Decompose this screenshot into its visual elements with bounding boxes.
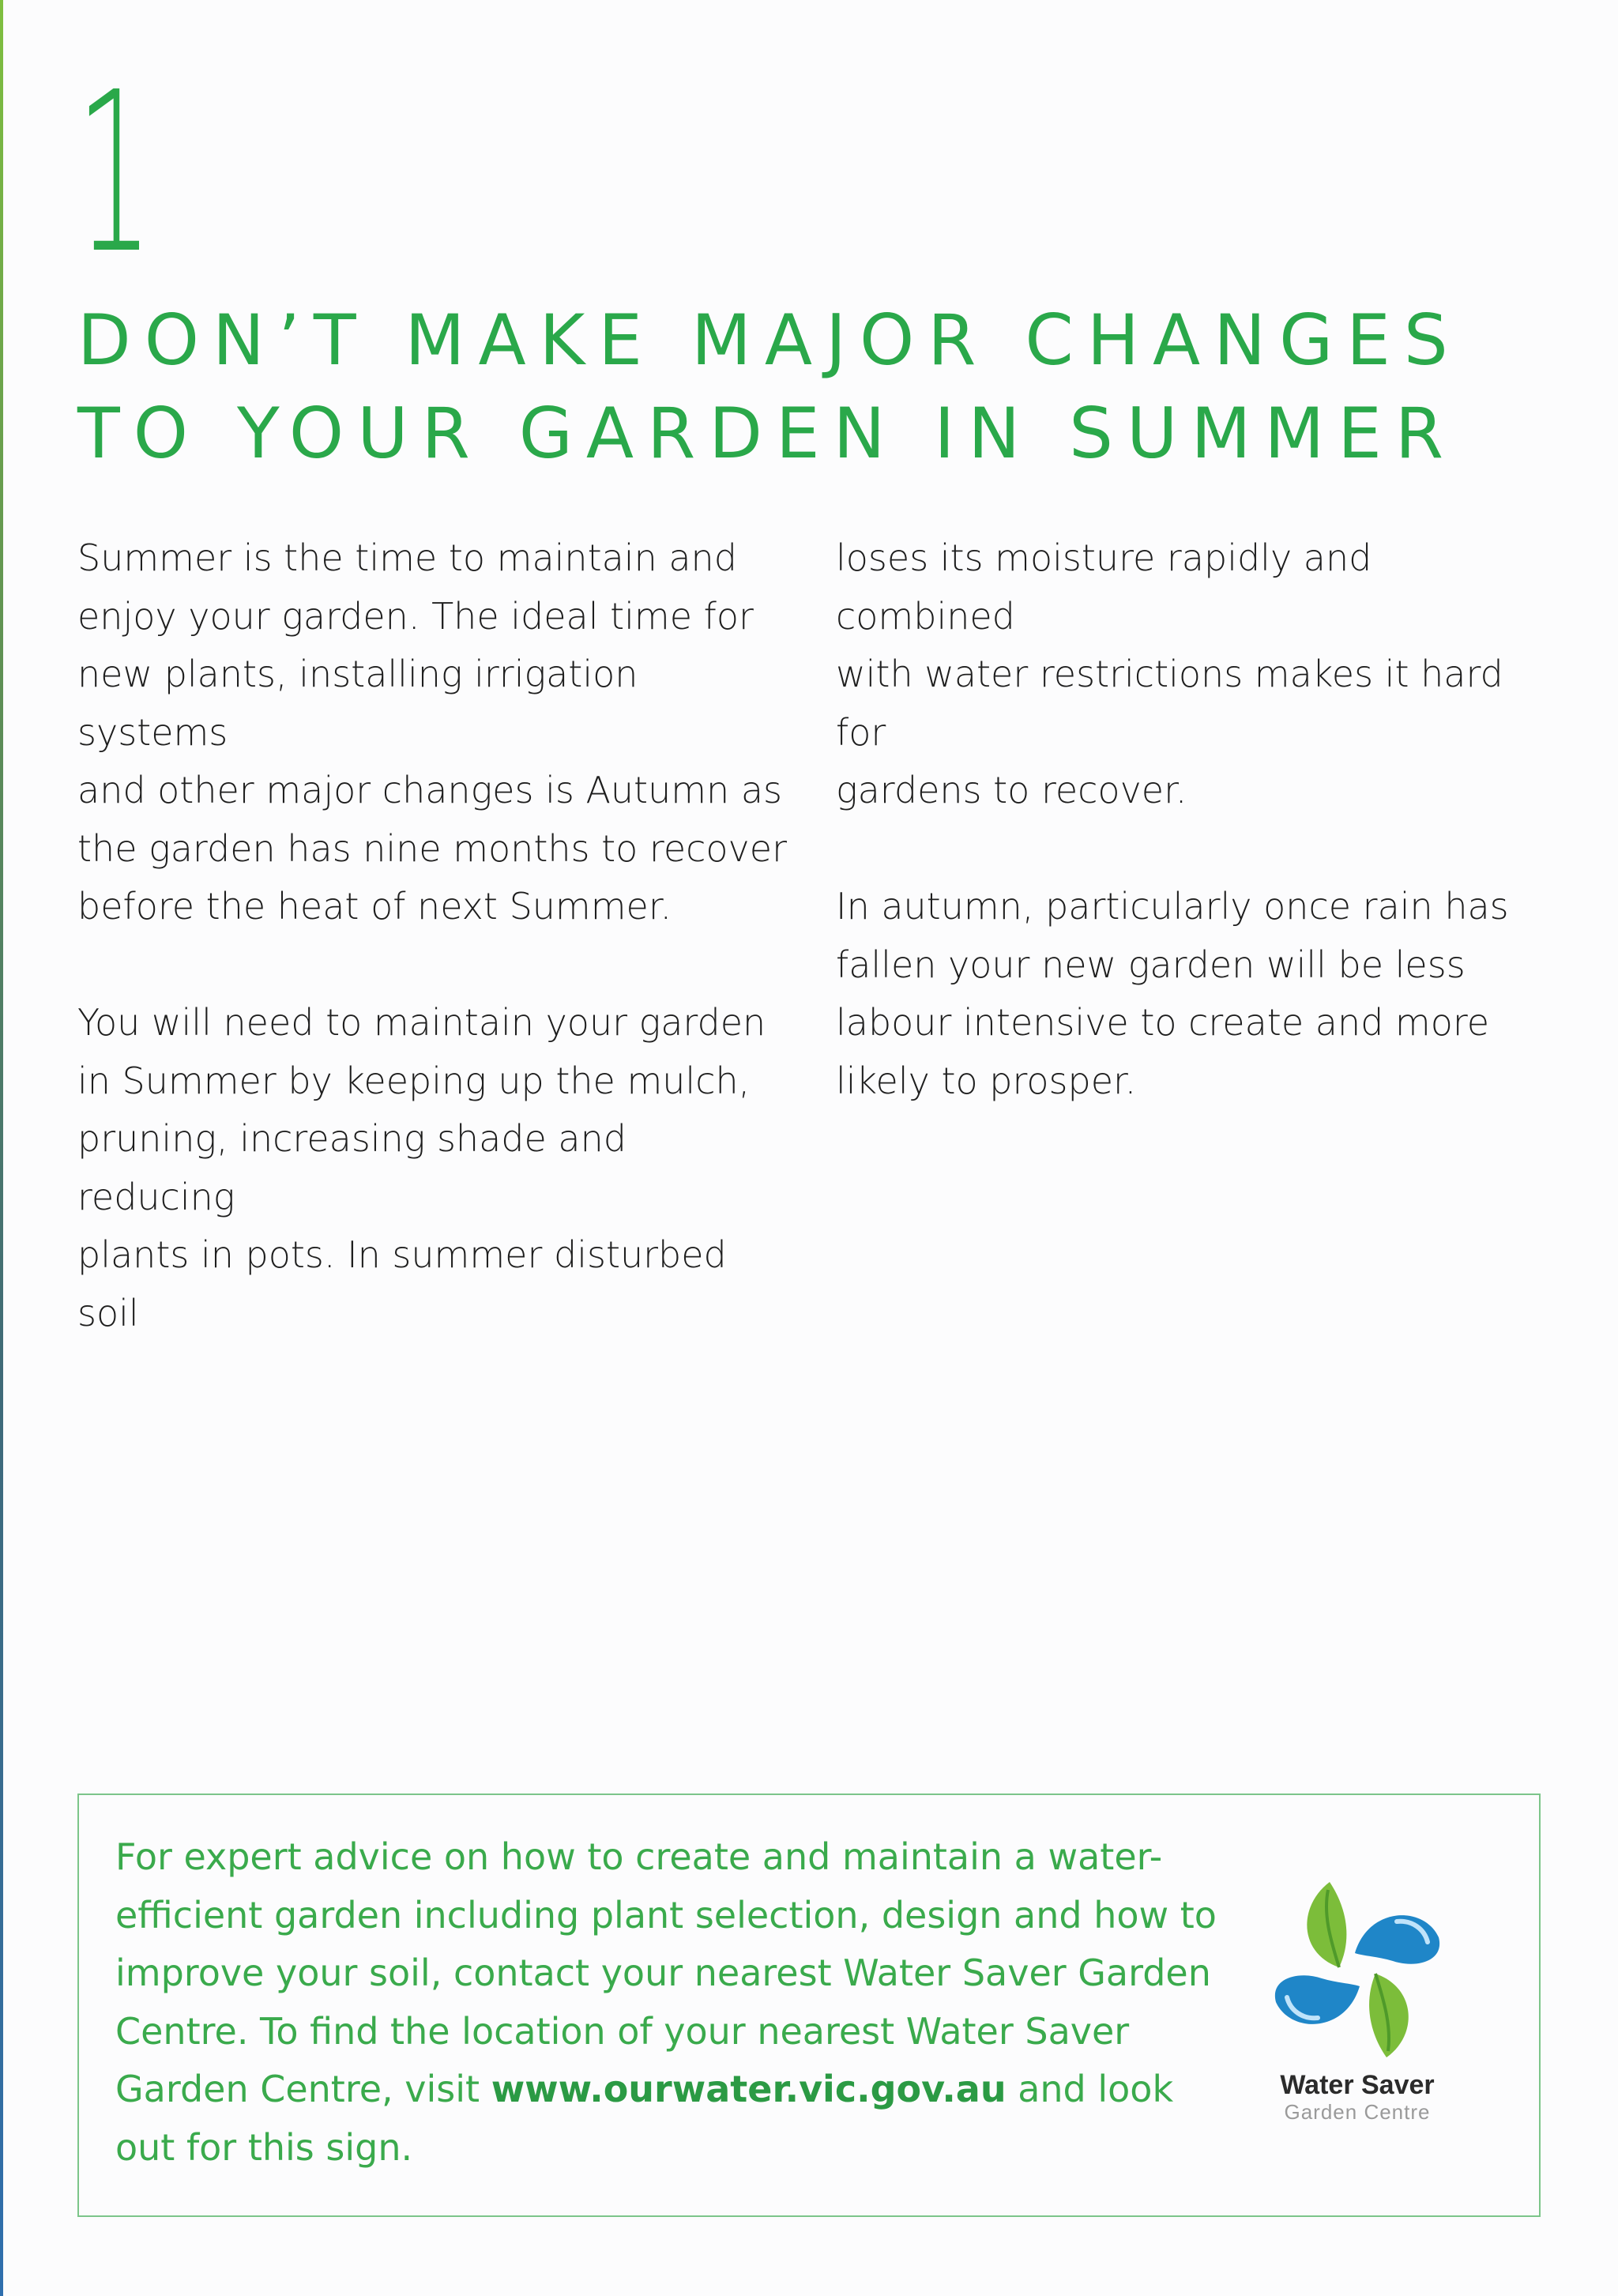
heading-line-2: TO YOUR GARDEN IN SUMMER xyxy=(77,393,1458,474)
body-paragraph: Summer is the time to maintain and enjoy your garden. The ideal time for new plants, installing irrigation systems and other major changes is Autumn as the garden has nine months to recover before the heat of next Summer. xyxy=(77,536,787,928)
logo-subtitle: Garden Centre xyxy=(1284,2100,1431,2124)
water-saver-pinwheel-icon xyxy=(1266,1874,1448,2064)
ourwater-link[interactable]: www.ourwater.vic.gov.au xyxy=(491,2068,1007,2110)
page-edge-bar xyxy=(0,0,3,2296)
water-saver-logo xyxy=(1239,1874,1476,2159)
page-heading xyxy=(77,294,1563,480)
section-number: 1 xyxy=(76,45,153,303)
logo-title: Water Saver xyxy=(1280,2070,1435,2100)
body-column-left xyxy=(77,529,788,1401)
body-paragraph: You will need to maintain your garden in Summer by keeping up the mulch, pruning, increasing shade and reducing plants in pots. In summer disturbed soil xyxy=(77,1001,766,1334)
body-column-right xyxy=(836,529,1547,1169)
advice-text-outro: and look out for this sign. xyxy=(115,2068,1174,2169)
body-paragraph: In autumn, particularly once rain has fallen your new garden will be less labour intensive to create and more likely to prosper. xyxy=(836,885,1509,1102)
advice-box xyxy=(77,1794,1541,2217)
body-paragraph: loses its moisture rapidly and combined with water restrictions makes it hard for gardens to recover. xyxy=(836,536,1503,811)
heading-line-1: DON’T MAKE MAJOR CHANGES xyxy=(77,299,1462,381)
advice-text-intro: For expert advice on how to create and maintain a water-efficient garden including plant selection, design and how to improve your soil, contact your nearest Water Saver Garden Centre. To find the location of your nearest Water Saver Garden Centre, visit xyxy=(115,1835,1217,2110)
advice-text xyxy=(115,1828,1221,2177)
